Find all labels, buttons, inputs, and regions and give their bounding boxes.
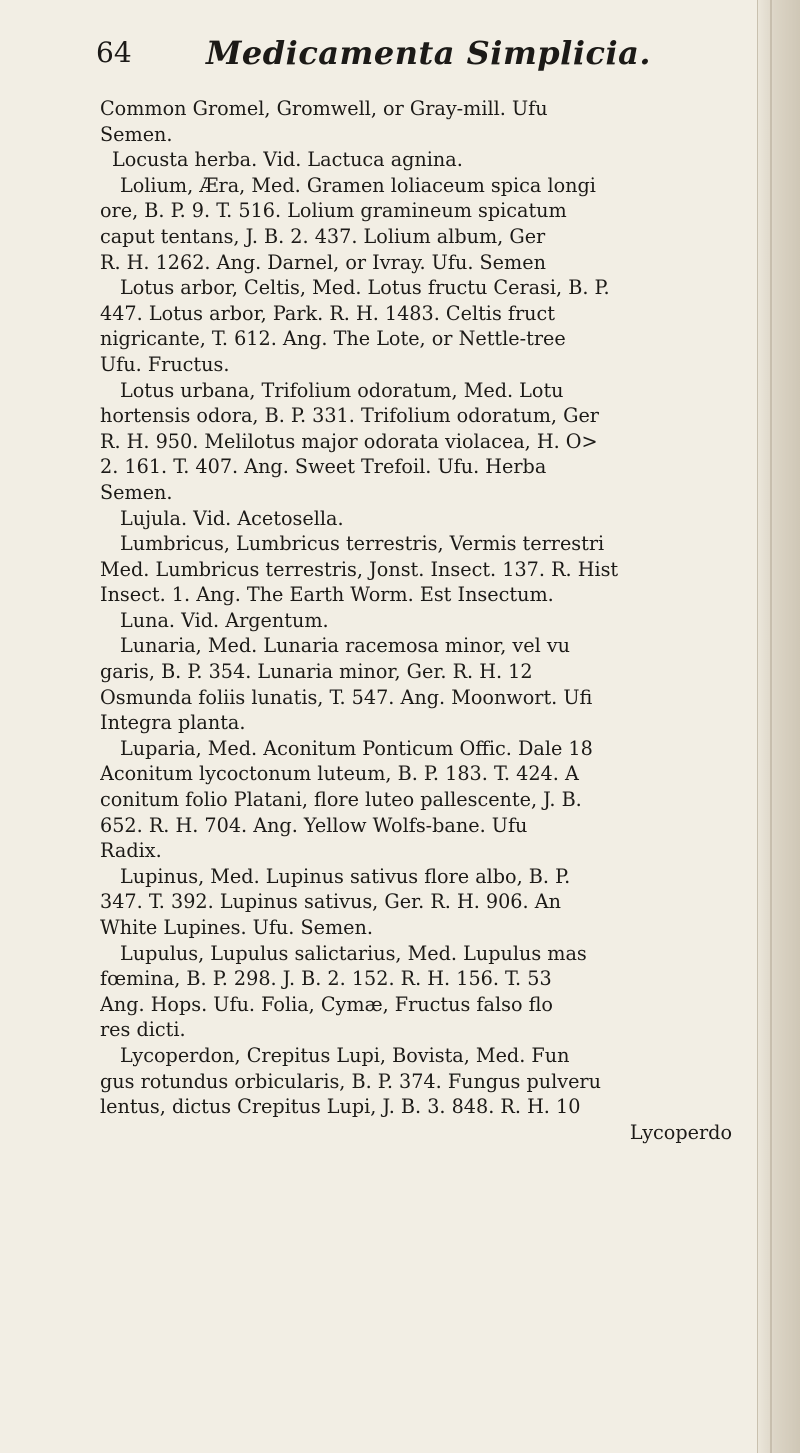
text-line: Lotus urbana, Trifolium odoratum, Med. Lotu [120, 378, 564, 402]
text-line: res dicti. [100, 1018, 186, 1042]
text-line: garis, B. P. 354. Lunaria minor, Ger. R. H. 12 [100, 660, 533, 684]
text-line: caput tentans, J. B. 2. 437. Lolium album, Ger [100, 224, 546, 248]
text-line: Integra planta. [100, 711, 246, 735]
text-line: Lycoperdon, Crepitus Lupi, Bovista, Med. Fun [120, 1043, 570, 1067]
text-line: Common Gromel, Gromwell, or Gray-mill. Ufu [100, 97, 548, 120]
text-line: Ufu. Fructus. [100, 352, 230, 376]
text-line: Osmunda foliis lunatis, T. 547. Ang. Moonwort. Ufi [100, 685, 593, 709]
text-line: Med. Lumbricus terrestris, Jonst. Insect. 137. R. Hist [100, 557, 619, 581]
text-line: R. H. 950. Melilotus major odorata violacea, H. O> [100, 429, 598, 453]
text-line: Ang. Hops. Ufu. Folia, Cymæ, Fructus falso flo [100, 992, 553, 1016]
text-line: Luna. Vid. Argentum. [120, 608, 329, 632]
text-line: Aconitum lycoctonum luteum, B. P. 183. T. 424. A [100, 762, 579, 786]
text-line: Insect. 1. Ang. The Earth Worm. Est Insectum. [100, 583, 554, 607]
text-line: 2. 161. T. 407. Ang. Sweet Trefoil. Ufu. Herba [100, 455, 547, 479]
running-title: Medicamenta Simplicia. [206, 34, 651, 72]
text-line: Luparia, Med. Aconitum Ponticum Offic. Dale 18 [120, 736, 593, 760]
text-line: Lumbricus, Lumbricus terrestris, Vermis terrestri [120, 532, 605, 556]
text-line: White Lupines. Ufu. Semen. [100, 916, 373, 939]
text-line: Lunaria, Med. Lunaria racemosa minor, vel vu [120, 634, 571, 658]
text-line: Semen. [100, 122, 173, 146]
text-line: Radix. [100, 839, 162, 863]
text-line: Lolium, Æra, Med. Gramen loliaceum spica longi [120, 173, 596, 197]
text-line: gus rotundus orbicularis, B. P. 374. Fungus pulveru [100, 1069, 601, 1093]
text-line: Semen. [100, 480, 173, 504]
text-line: Locusta herba. Vid. Lactuca agnina. [112, 148, 463, 172]
text-line: fœmina, B. P. 298. J. B. 2. 152. R. H. 156. T. 53 [100, 967, 552, 991]
text-line: 347. T. 392. Lupinus sativus, Ger. R. H. 906. An [100, 890, 561, 914]
text-line: nigricante, T. 612. Ang. The Lote, or Nettle-tree [100, 327, 566, 351]
text-line: ore, B. P. 9. T. 516. Lolium gramineum spicatum [100, 199, 567, 223]
text-line: Lupulus, Lupulus salictarius, Med. Lupulus mas [120, 941, 587, 965]
page-number: 64 [96, 36, 132, 69]
text-line: hortensis odora, B. P. 331. Trifolium odoratum, Ger [100, 404, 599, 428]
text-line: Lujula. Vid. Acetosella. [120, 506, 344, 530]
adjacent-page-edge [757, 0, 800, 1453]
text-body [100, 96, 762, 1145]
text-line: Lycoperdo [629, 1120, 732, 1144]
text-line: Lotus arbor, Celtis, Med. Lotus fructu Cerasi, B. P. [120, 276, 610, 300]
page-header [96, 36, 740, 76]
text-line: lentus, dictus Crepitus Lupi, J. B. 3. 848. R. H. 10 [100, 1095, 581, 1119]
text-line: 652. R. H. 704. Ang. Yellow Wolfs-bane. Ufu [100, 813, 528, 837]
text-line: conitum folio Platani, flore luteo pallescente, J. B. [100, 788, 582, 812]
text-line: Lupinus, Med. Lupinus sativus flore albo, B. P. [120, 864, 571, 888]
binding-gutter [770, 0, 772, 1453]
text-line: 447. Lotus arbor, Park. R. H. 1483. Celtis fruct [100, 301, 555, 325]
text-line: R. H. 1262. Ang. Darnel, or Ivray. Ufu. Semen [100, 250, 546, 274]
